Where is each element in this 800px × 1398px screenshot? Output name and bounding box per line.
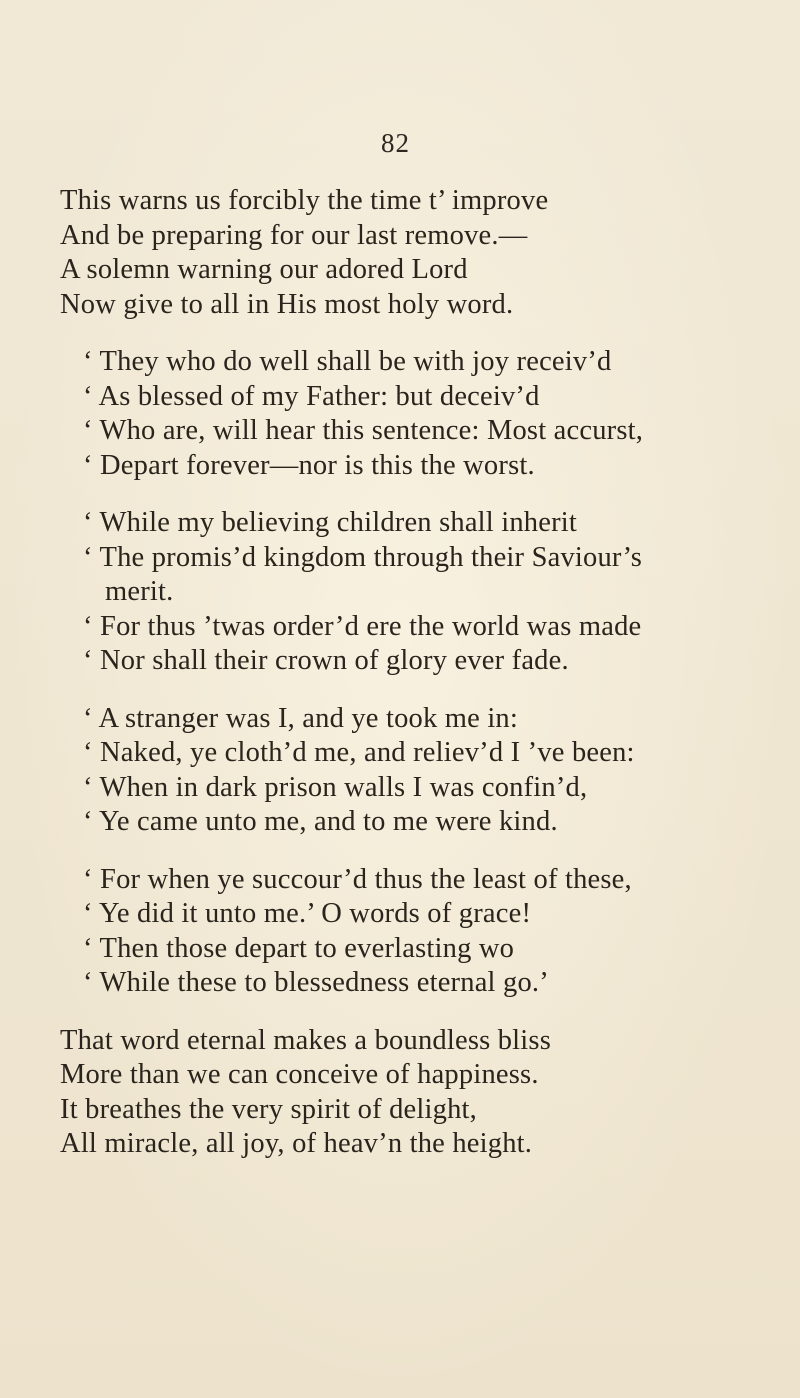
poem-text	[60, 184, 800, 1185]
poem-line: ‘ While my believing children shall inherit	[83, 507, 578, 538]
poem-line: ‘ For when ye succour’d thus the least of these,	[83, 863, 632, 895]
poem-line: ‘ As blessed of my Father: but deceiv’d	[83, 380, 540, 412]
poem-line: ‘ Depart forever—nor is this the worst.	[83, 449, 535, 481]
stanza	[60, 184, 800, 322]
poem-line: merit.	[105, 576, 174, 607]
poem-line: ‘ Nor shall their crown of glory ever fade.	[83, 645, 569, 676]
poem-line: And be preparing for our last remove.—	[60, 219, 528, 251]
poem-line: ‘ Naked, ye cloth’d me, and reliev’d I ’ve been:	[83, 737, 635, 768]
stanza	[60, 345, 800, 483]
stanza	[60, 1024, 800, 1162]
poem-line: ‘ While these to blessedness eternal go.’	[83, 967, 549, 998]
poem-line: ‘ Who are, will hear this sentence: Most accurst,	[83, 415, 644, 446]
page-number: 82	[381, 128, 410, 158]
poem-line: All miracle, all joy, of heav’n the height.	[60, 1128, 533, 1159]
poem-line: ‘ For thus ’twas order’d ere the world was made	[83, 610, 642, 642]
poem-line: ‘ They who do well shall be with joy receiv’d	[83, 346, 612, 377]
poem-line: ‘ Then those depart to everlasting wo	[83, 932, 515, 964]
poem-line: It breathes the very spirit of delight,	[60, 1093, 477, 1125]
poem-line: ‘ Ye came unto me, and to me were kind.	[83, 806, 558, 837]
poem-line: ‘ Ye did it unto me.’ O words of grace!	[83, 898, 532, 929]
poem-line: Now give to all in His most holy word.	[60, 288, 514, 320]
poem-line: ‘ When in dark prison walls I was confin’d,	[83, 771, 588, 803]
poem-line: This warns us forcibly the time t’ improve	[60, 185, 549, 216]
poem-line: ‘ The promis’d kingdom through their Saviour’s	[83, 541, 643, 573]
poem-line: ‘ A stranger was I, and ye took me in:	[83, 702, 519, 734]
poem-line: A solemn warning our adored Lord	[60, 254, 468, 285]
poem-line: That word eternal makes a boundless bliss	[60, 1024, 552, 1056]
stanza	[60, 506, 800, 679]
stanza	[60, 702, 800, 840]
stanza	[60, 863, 800, 1001]
poem-line: More than we can conceive of happiness.	[60, 1059, 539, 1090]
